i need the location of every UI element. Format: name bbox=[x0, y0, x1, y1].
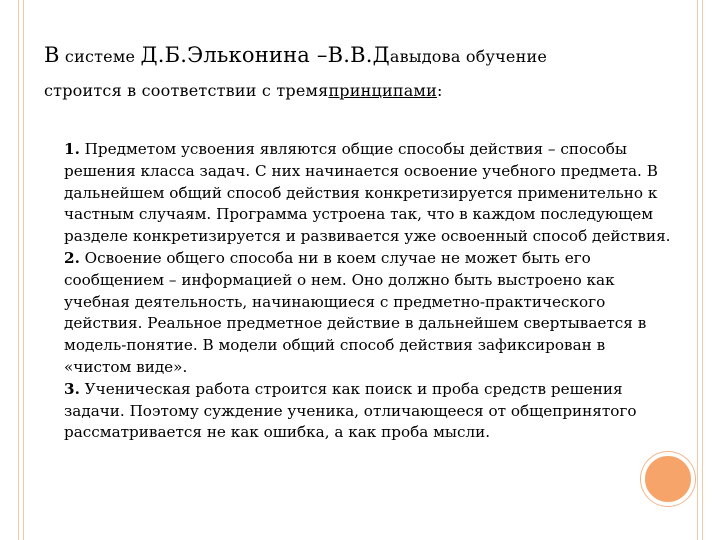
slide-title bbox=[44, 38, 684, 108]
title-underlined-word: принципами bbox=[328, 81, 437, 100]
principles-list bbox=[64, 139, 676, 444]
principle-number: 1. bbox=[64, 140, 80, 158]
right-border-line-inner bbox=[697, 0, 698, 540]
principle-item bbox=[64, 248, 676, 379]
principle-text: Освоение общего способа ни в коем случае не может быть его сообщением – информацией о нем. Оно должно быть выстроено как учебная деятельность, начинающиеся с предметно-практического действия. Реальное предметное действие в дальнейшем свертывается в модель-понятие. В модели общий способ действия зафиксирован в «чистом виде». bbox=[64, 248, 647, 376]
title-line-2 bbox=[44, 74, 684, 108]
principle-text: Предметом усвоения являются общие способы действия – способы решения класса задач. С них начинается освоение учебного предмета. В дальнейшем общий способ действия конкретизируется применительно к частным случаям. Программа устроена так, что в каждом последующем разделе конкретизируется и развивается уже освоенный способ действия. bbox=[64, 140, 671, 246]
title-colon: : bbox=[436, 81, 443, 100]
title-word-2: авыдова обучение bbox=[389, 47, 547, 66]
title-cap: В bbox=[44, 43, 60, 67]
left-border-line-outer bbox=[18, 0, 19, 540]
title-line-1 bbox=[44, 38, 684, 74]
title-word-1: системе bbox=[59, 47, 141, 66]
principle-item bbox=[64, 379, 676, 444]
left-border-line-inner bbox=[23, 0, 24, 540]
principle-text: Ученическая работа строится как поиск и проба средств решения задачи. Поэтому суждение ученика, отличающееся от общепринятого рассматривается не как ошибка, а как проба мысли. bbox=[64, 379, 637, 442]
title-line-2-text: строится в соответствии с тремя bbox=[44, 81, 329, 100]
principle-number: 3. bbox=[64, 379, 80, 398]
principle-item bbox=[64, 139, 676, 248]
principle-number: 2. bbox=[64, 248, 80, 267]
right-border-line-outer bbox=[702, 0, 703, 540]
decorative-orange-circle bbox=[641, 452, 695, 506]
title-names: Д.Б.Эльконина –В.В.Д bbox=[140, 43, 390, 67]
